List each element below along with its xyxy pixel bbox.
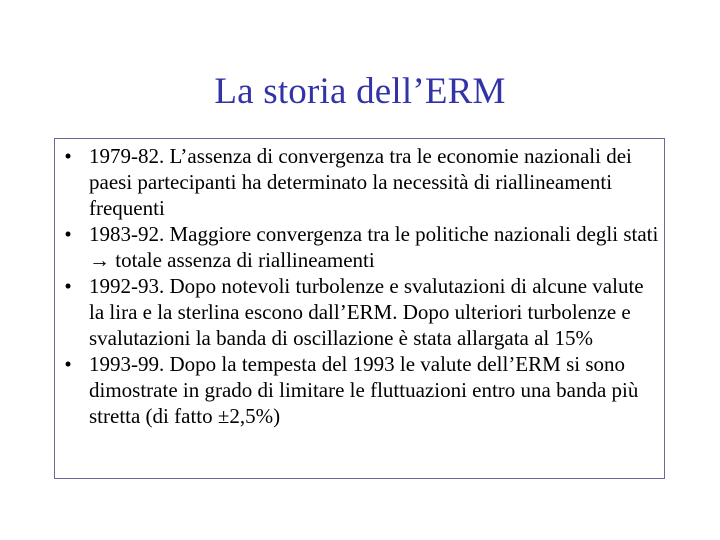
content-box [54,138,665,479]
bullet-list [55,143,666,429]
bullet-text: 1993-99. Dopo la tempesta del 1993 le valute dell’ERM si sono dimostrate in grado di limitare le fluttuazioni entro una banda più stretta (di fatto ±2,5%) [89,352,639,428]
slide-title: La storia dell’ERM [214,71,506,112]
bullet-item-1993-99 [55,351,666,429]
bullet-icon: • [64,144,72,168]
bullet-item-1992-93 [55,273,666,351]
bullet-icon: • [64,352,72,376]
bullet-icon: • [64,274,72,298]
bullet-text: 1983-92. Maggiore convergenza tra le politiche nazionali degli stati → totale assenza di riallineamenti [89,222,659,272]
bullet-item-1983-92 [55,221,666,273]
bullet-item-1979-82 [55,143,666,221]
bullet-text: 1992-93. Dopo notevoli turbolenze e svalutazioni di alcune valute la lira e la sterlina escono dall’ERM. Dopo ulteriori turbolenze e svalutazioni la banda di oscillazione è stata allargata al 15% [89,274,644,350]
bullet-text: 1979-82. L’assenza di convergenza tra le economie nazionali dei paesi partecipanti ha determinato la necessità di riallineamenti frequenti [89,144,632,220]
bullet-icon: • [64,222,72,246]
